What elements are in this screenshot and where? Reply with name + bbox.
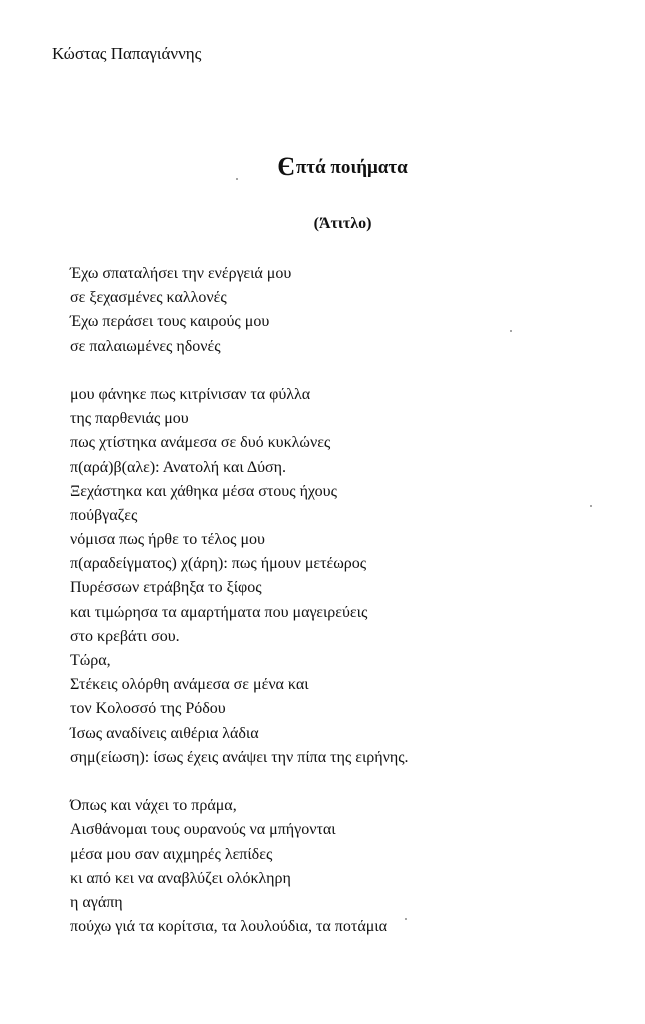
scan-speck xyxy=(405,918,407,920)
title-decorative-initial: Є xyxy=(277,152,295,181)
poem-line: Έχω περάσει τους καιρούς μου xyxy=(70,313,270,331)
poem-line: Αισθάνομαι τους ουρανούς να μπήγονται xyxy=(70,821,336,839)
poem-line: Τώρα, xyxy=(70,652,111,669)
poem-line: κι από κει να αναβλύζει ολόκληρη xyxy=(70,869,291,887)
poem-line: τον Κολοσσό της Ρόδου xyxy=(70,700,226,718)
poem-line: σημ(είωση): ίσως έχεις ανάψει την πίπα της ειρήνης. xyxy=(70,748,409,766)
scan-speck xyxy=(590,505,592,507)
poem-line: Στέκεις ολόρθη ανάμεσα σε μένα και xyxy=(70,676,309,694)
title-text: πτά ποιήματα xyxy=(295,157,408,178)
poem-title: (Άτιτλο) xyxy=(313,215,372,232)
poem-line: πούχω γιά τα κορίτσια, τα λουλούδια, τα ποτάμια xyxy=(70,918,387,936)
poem-line: σε παλαιωμένες ηδονές xyxy=(70,337,221,355)
stanza-break xyxy=(70,359,409,383)
author-name: Κώστας Παπαγιάννης xyxy=(52,44,202,63)
poem-line: μέσα μου σαν αιχμηρές λεπίδες xyxy=(70,845,273,863)
poem-line: μου φάνηκε πως κιτρίνισαν τα φύλλα xyxy=(70,385,311,403)
poem-line: Όπως και νάχει το πράμα, xyxy=(70,797,237,815)
poem-body xyxy=(70,262,409,939)
stanza-break xyxy=(70,770,409,794)
poem-line: και τιμώρησα τα αμαρτήματα που μαγειρεύεις xyxy=(70,603,368,621)
poem-line: π(αραδείγματος) χ(άρη): πως ήμουν μετέωρος xyxy=(70,555,367,573)
stanza xyxy=(70,794,409,939)
scan-speck xyxy=(510,330,512,332)
collection-title xyxy=(0,152,645,182)
poem-line: της παρθενιάς μου xyxy=(70,410,189,428)
poem-line: πούβγαζες xyxy=(70,506,138,524)
poem-line: Ίσως αναδίνεις αιθέρια λάδια xyxy=(70,724,259,742)
poem-line: Έχω σπαταλήσει την ενέργειά μου xyxy=(70,265,292,282)
poem-line: π(αρά)β(αλε): Ανατολή και Δύση. xyxy=(70,458,287,476)
poem-line: η αγάπη xyxy=(70,893,123,911)
stanza xyxy=(70,262,409,359)
poem-line: στο κρεβάτι σου. xyxy=(70,627,180,645)
poem-line: πως χτίστηκα ανάμεσα σε δυό κυκλώνες xyxy=(70,434,331,452)
poem-line: Πυρέσσων ετράβηξα το ξίφος xyxy=(70,579,262,597)
poem-line: Ξεχάστηκα και χάθηκα μέσα στους ήχους xyxy=(70,482,337,500)
poem-line: σε ξεχασμένες καλλονές xyxy=(70,289,227,307)
scan-speck xyxy=(236,178,238,180)
stanza xyxy=(70,383,409,770)
poem-line: νόμισα πως ήρθε το τέλος μου xyxy=(70,531,265,549)
